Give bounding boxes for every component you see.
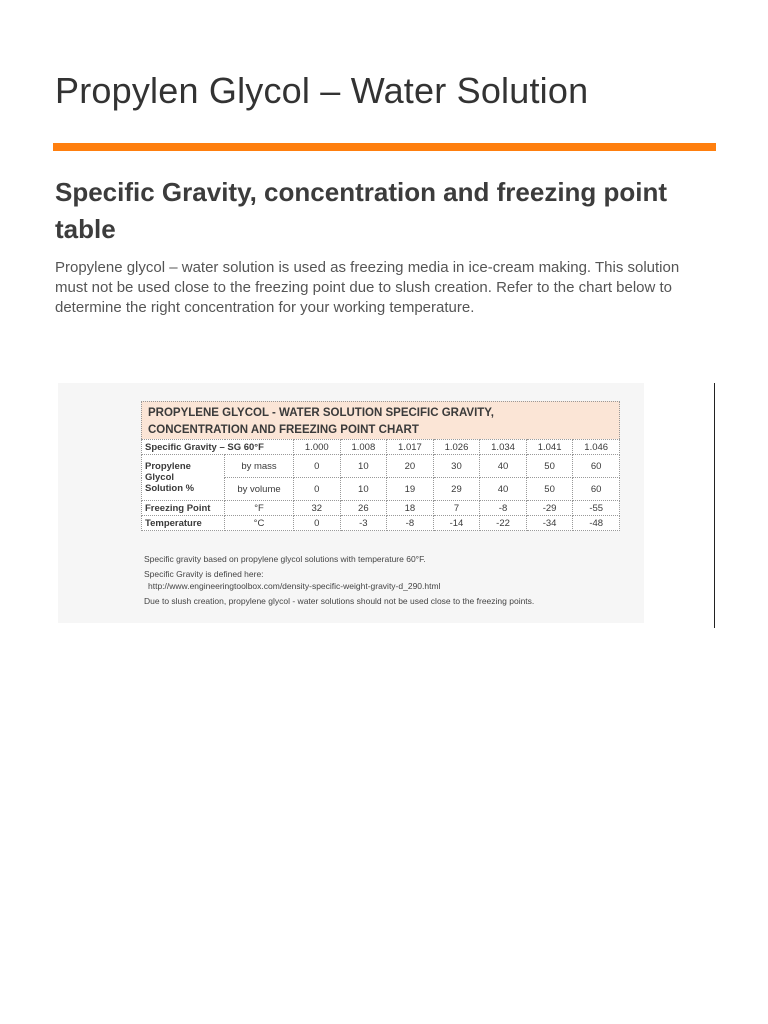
note-definition: Specific Gravity is defined here: <box>144 569 264 579</box>
table-cell: 0 <box>294 516 341 531</box>
vertical-divider <box>714 383 715 628</box>
table-cell-unit: °C <box>225 516 294 531</box>
section-heading: Specific Gravity, concentration and freezing point table <box>55 177 668 244</box>
table-cell: -8 <box>480 501 527 516</box>
table-cell: 50 <box>526 478 573 501</box>
label-line: Propylene <box>145 461 191 472</box>
note-definition-url: http://www.engineeringtoolbox.com/density-specific-weight-gravity-d_290.html <box>148 581 441 591</box>
table-cell: 30 <box>433 455 480 478</box>
table-cell: 18 <box>387 501 434 516</box>
table-cell: 40 <box>480 455 527 478</box>
table-cell: 1.000 <box>294 440 341 455</box>
table-cell: -22 <box>480 516 527 531</box>
table-cell: 1.017 <box>387 440 434 455</box>
orange-divider <box>53 143 716 151</box>
table-cell: 1.026 <box>433 440 480 455</box>
note-specific-gravity-basis: Specific gravity based on propylene glycol solutions with temperature 60°F. <box>144 554 426 564</box>
table-cell: -29 <box>526 501 573 516</box>
chart-title-line-2: CONCENTRATION AND FREEZING POINT CHART <box>148 424 419 436</box>
table-cell: 10 <box>340 478 387 501</box>
table-cell: 26 <box>340 501 387 516</box>
table-cell-label <box>142 455 225 501</box>
specific-gravity-table <box>141 439 620 531</box>
label-line: Glycol <box>145 472 175 483</box>
table-cell: 7 <box>433 501 480 516</box>
table-cell: 1.008 <box>340 440 387 455</box>
table-cell-unit: by volume <box>225 478 294 501</box>
label-line: Solution % <box>145 483 195 494</box>
table-cell: 32 <box>294 501 341 516</box>
table-row-freezing-f <box>142 501 620 516</box>
table-cell: 1.046 <box>573 440 620 455</box>
table-cell: 29 <box>433 478 480 501</box>
table-cell: 0 <box>294 478 341 501</box>
table-cell: 19 <box>387 478 434 501</box>
table-cell: 60 <box>573 455 620 478</box>
table-cell: -14 <box>433 516 480 531</box>
table-cell-unit: by mass <box>225 455 294 478</box>
table-cell: 20 <box>387 455 434 478</box>
table-cell-label: Freezing Point <box>142 501 225 516</box>
table-cell-label: Temperature <box>142 516 225 531</box>
table-row-specific-gravity <box>142 440 620 455</box>
table-cell-label: Specific Gravity – SG 60°F <box>142 440 294 455</box>
table-cell: 0 <box>294 455 341 478</box>
table-cell: -8 <box>387 516 434 531</box>
table-cell: -3 <box>340 516 387 531</box>
table-cell: 1.041 <box>526 440 573 455</box>
chart-title-line-1: PROPYLENE GLYCOL - WATER SOLUTION SPECIFIC GRAVITY, <box>148 407 494 419</box>
table-cell-unit: °F <box>225 501 294 516</box>
table-row-by-mass <box>142 455 620 478</box>
page-title: Propylen Glycol – Water Solution <box>55 70 589 111</box>
table-cell: 1.034 <box>480 440 527 455</box>
table-cell: 60 <box>573 478 620 501</box>
table-cell: -34 <box>526 516 573 531</box>
note-slush-warning: Due to slush creation, propylene glycol - water solutions should not be used close to the freezing points. <box>144 596 535 606</box>
table-cell: -48 <box>573 516 620 531</box>
table-cell: 40 <box>480 478 527 501</box>
table-cell: 50 <box>526 455 573 478</box>
table-row-freezing-c <box>142 516 620 531</box>
chart-notes <box>144 553 634 607</box>
table-cell: -55 <box>573 501 620 516</box>
intro-paragraph: Propylene glycol – water solution is used as freezing media in ice-cream making. This solution must not be used close to the freezing point due to slush creation. Refer to the chart below to determine the right concentration for your working temperature. <box>55 259 680 316</box>
chart-title <box>141 401 620 439</box>
table-cell: 10 <box>340 455 387 478</box>
